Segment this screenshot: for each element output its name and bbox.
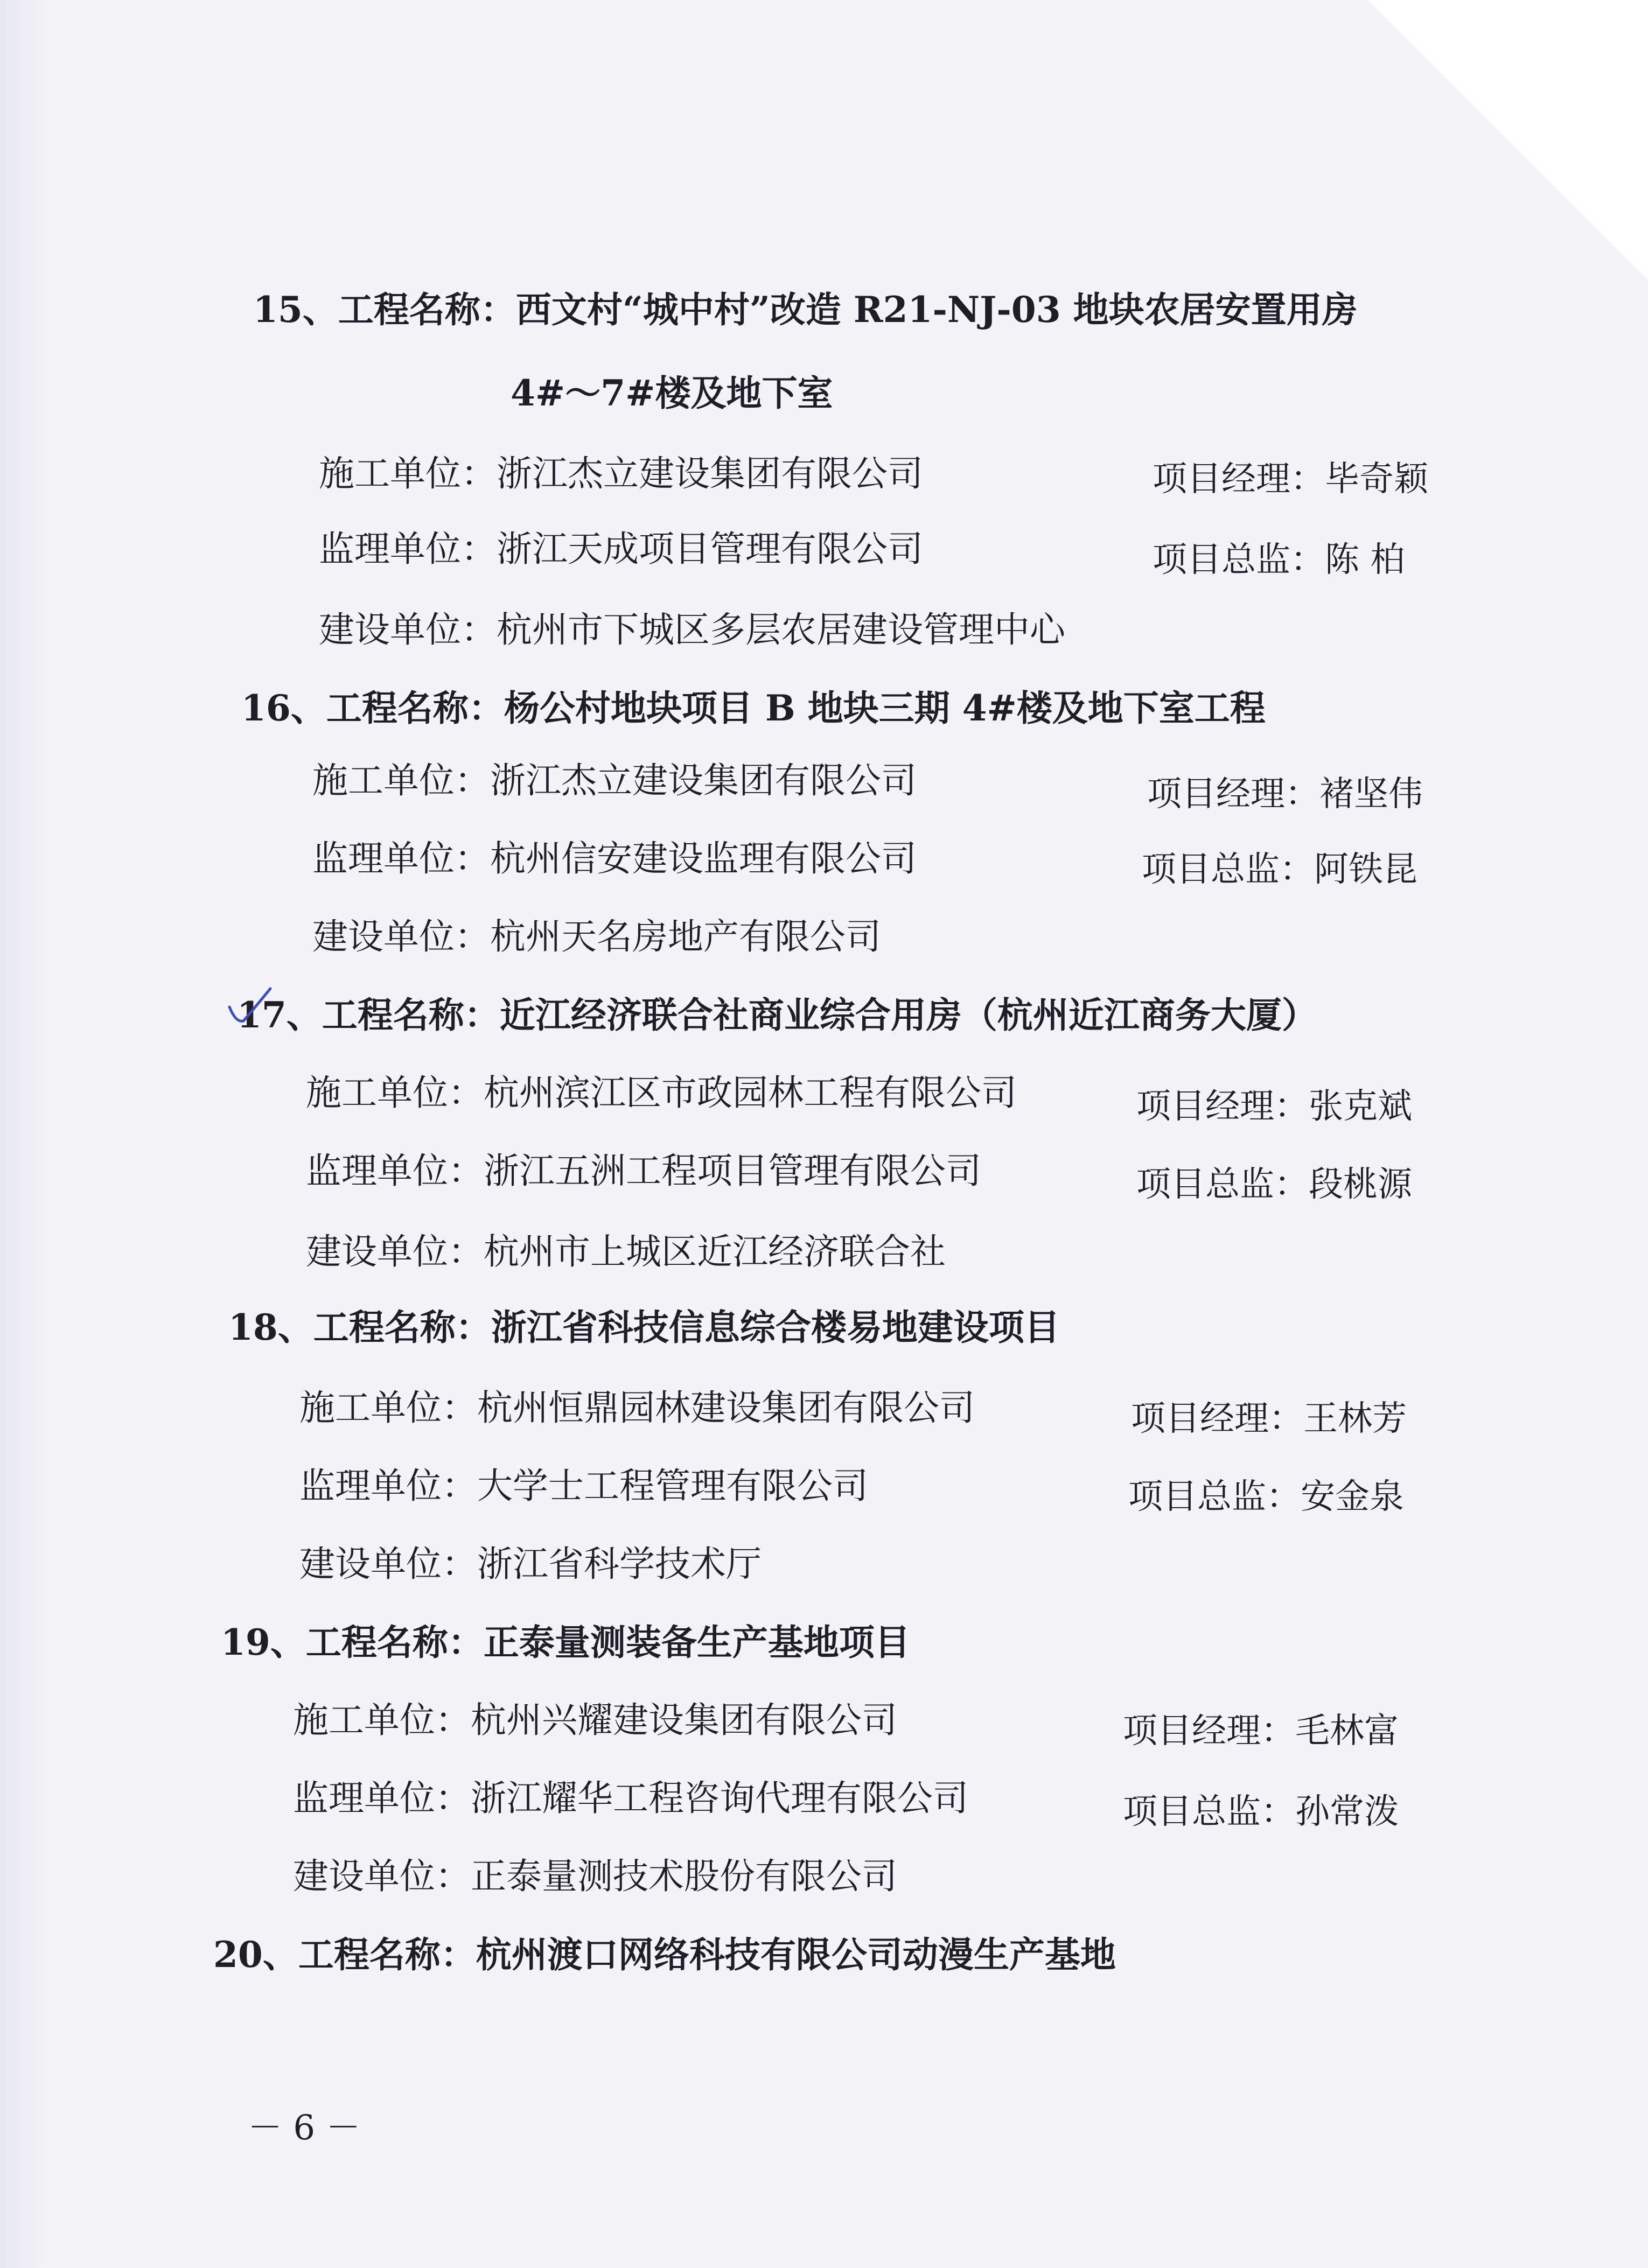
chief-supervisor: 孙常泼 (1295, 1792, 1399, 1832)
project-manager-label: 项目经理： (1123, 1711, 1295, 1751)
supervision-unit-label: 监理单位： (293, 1777, 471, 1819)
construction-unit-label: 施工单位： (299, 1387, 477, 1429)
developer-unit: 正泰量测技术股份有限公司 (471, 1856, 897, 1897)
supervision-unit: 浙江天成项目管理有限公司 (497, 528, 923, 570)
project-name: 西文村“城中村”改造 R21-NJ-03 地块农居安置用房 (515, 289, 1358, 331)
project-manager: 褚坚伟 (1319, 774, 1423, 814)
project-number: 18、 (228, 1306, 313, 1348)
developer-unit-label: 建设单位： (319, 609, 497, 650)
project-name: 杭州渡口网络科技有限公司动漫生产基地 (476, 1934, 1116, 1976)
supervision-unit: 浙江耀华工程咨询代理有限公司 (471, 1777, 968, 1819)
chief-supervisor-label: 项目总监： (1123, 1792, 1295, 1832)
handwritten-check-mark (225, 985, 274, 1028)
developer-unit-label: 建设单位： (306, 1231, 484, 1272)
supervision-unit: 大学士工程管理有限公司 (477, 1465, 868, 1507)
construction-unit: 杭州滨江区市政园林工程有限公司 (484, 1072, 1017, 1114)
developer-unit: 浙江省科学技术厅 (477, 1543, 762, 1585)
construction-unit-label: 施工单位： (306, 1072, 484, 1114)
project-name-continued: 4#～7#楼及地下室 (511, 372, 833, 414)
project-name-label: 工程名称： (313, 1306, 491, 1348)
supervision-unit: 浙江五洲工程项目管理有限公司 (484, 1150, 981, 1192)
project-name-label: 工程名称： (298, 1934, 476, 1976)
construction-unit-label: 施工单位： (293, 1699, 471, 1741)
construction-unit: 浙江杰立建设集团有限公司 (490, 760, 917, 801)
developer-unit: 杭州市上城区近江经济联合社 (484, 1231, 946, 1272)
project-name: 正泰量测装备生产基地项目 (483, 1621, 910, 1663)
page-number: － 6 － (248, 2108, 361, 2148)
project-manager-label: 项目经理： (1136, 1087, 1309, 1126)
chief-supervisor-label: 项目总监： (1136, 1165, 1309, 1205)
developer-unit-label: 建设单位： (299, 1543, 477, 1585)
scan-edge (0, 0, 48, 2268)
project-manager: 王林芳 (1303, 1399, 1407, 1439)
construction-unit: 杭州兴耀建设集团有限公司 (471, 1699, 897, 1741)
project-name-label: 工程名称： (322, 994, 500, 1036)
supervision-unit-label: 监理单位： (299, 1465, 477, 1507)
project-number: 16、 (241, 687, 326, 729)
developer-unit-label: 建设单位： (312, 916, 490, 957)
project-number: 15、 (253, 289, 338, 331)
chief-supervisor: 段桃源 (1309, 1165, 1412, 1205)
project-number: 19、 (221, 1621, 306, 1663)
project-manager-label: 项目经理： (1147, 774, 1319, 814)
chief-supervisor-label: 项目总监： (1128, 1477, 1301, 1517)
project-name: 杨公村地块项目 B 地块三期 4#楼及地下室工程 (504, 687, 1266, 729)
supervision-unit-label: 监理单位： (312, 838, 490, 879)
project-manager: 毕奇颖 (1325, 459, 1428, 499)
construction-unit-label: 施工单位： (312, 760, 490, 801)
developer-unit-label: 建设单位： (293, 1856, 471, 1897)
project-manager-label: 项目经理： (1153, 459, 1325, 499)
construction-unit-label: 施工单位： (319, 453, 497, 494)
project-name-label: 工程名称： (338, 289, 516, 331)
project-name: 近江经济联合社商业综合用房（杭州近江商务大厦） (499, 994, 1317, 1036)
construction-unit: 浙江杰立建设集团有限公司 (497, 453, 923, 494)
project-name-label: 工程名称： (326, 687, 504, 729)
supervision-unit-label: 监理单位： (319, 528, 497, 570)
chief-supervisor: 阿铁昆 (1314, 850, 1417, 890)
project-manager: 毛林富 (1295, 1711, 1399, 1751)
project-name: 浙江省科技信息综合楼易地建设项目 (491, 1306, 1060, 1348)
project-manager: 张克斌 (1309, 1087, 1412, 1126)
developer-unit: 杭州市下城区多层农居建设管理中心 (497, 609, 1065, 650)
supervision-unit: 杭州信安建设监理有限公司 (490, 838, 917, 879)
chief-supervisor-label: 项目总监： (1153, 540, 1325, 580)
chief-supervisor-label: 项目总监： (1142, 850, 1314, 890)
project-name-label: 工程名称： (305, 1621, 484, 1663)
construction-unit: 杭州恒鼎园林建设集团有限公司 (477, 1387, 975, 1429)
chief-supervisor: 陈 柏 (1325, 540, 1405, 580)
chief-supervisor: 安金泉 (1301, 1477, 1404, 1517)
supervision-unit-label: 监理单位： (306, 1150, 484, 1192)
project-manager-label: 项目经理： (1131, 1399, 1303, 1439)
developer-unit: 杭州天名房地产有限公司 (490, 916, 881, 957)
project-number: 17、 (237, 994, 322, 1036)
project-number: 20、 (213, 1934, 298, 1976)
